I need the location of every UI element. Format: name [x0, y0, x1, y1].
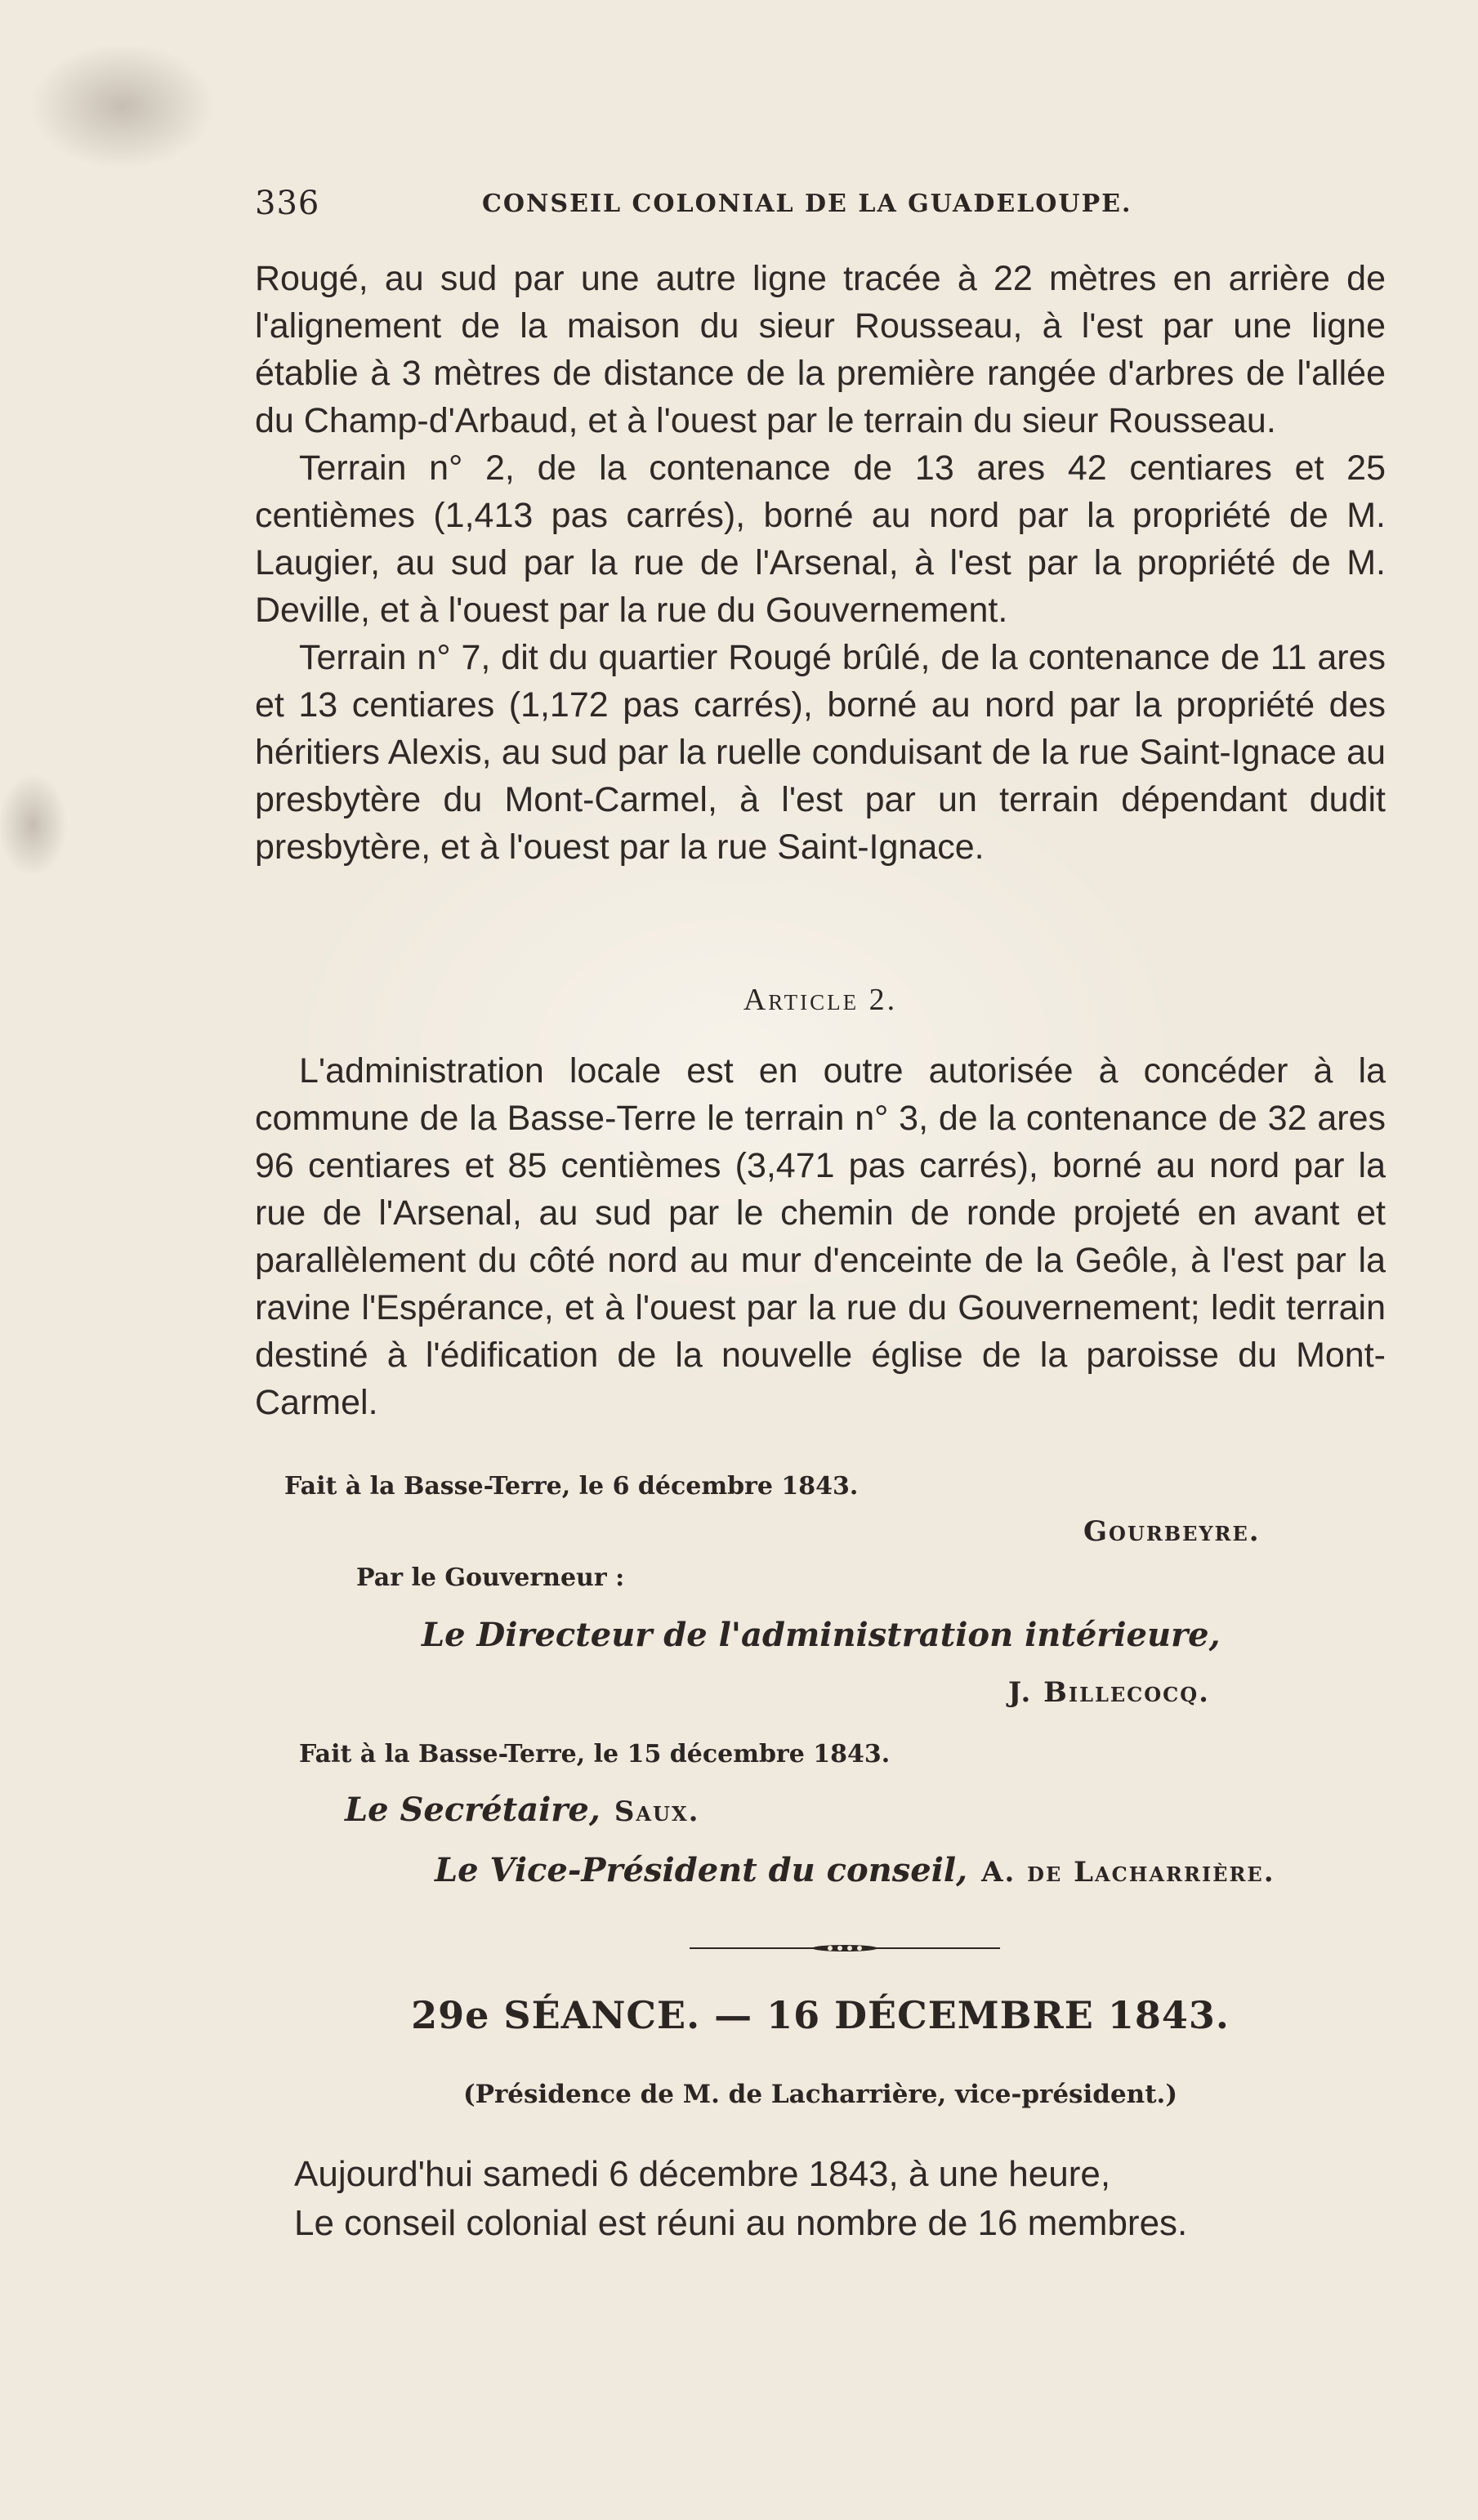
- session-heading: 29e SÉANCE. — 16 DÉCEMBRE 1843.: [411, 1993, 1230, 2037]
- governor-signature: Gourbeyre.: [1083, 1515, 1261, 1548]
- by-governor-line: Par le Gouverneur :: [356, 1563, 625, 1592]
- session-line-1: Aujourd'hui samedi 6 décembre 1843, à une heure,: [294, 2154, 1111, 2194]
- director-title: Le Directeur de l'administration intérieure,: [422, 1616, 1221, 1654]
- secretary-line: [345, 1791, 699, 1829]
- session-opening-text: [294, 2150, 1389, 2248]
- running-title: CONSEIL COLONIAL DE LA GUADELOUPE.: [482, 190, 1132, 218]
- article-paragraph: L'administration locale est en outre autorisée à concéder à la commune de la Basse-Terre le terrain n° 3, de la contenance de 32 ares 96 centiares et 85 centièmes (3,471 pas carrés), borné au nord par la rue de l'Arsenal, au sud par le chemin de ronde projeté en avant et parallèlement du côté nord au mur d'enceinte de la Geôle, à l'est par la ravine l'Espérance, et à l'ouest par la rue du Gouvernement; ledit terrain destiné à l'édification de la nouvelle église de la paroisse du Mont-Carmel.: [255, 1051, 1386, 1422]
- ornamental-divider: [690, 1944, 1000, 1952]
- paragraph-terrain-7: Terrain n° 7, dit du quartier Rougé brûlé, de la contenance de 11 ares et 13 centiares (1,172 pas carrés), borné au nord par la propriété des héritiers Alexis, au sud par la ruelle conduisant de la rue Saint-Ignace au presbytère du Mont-Carmel, à l'est par un terrain dépendant dudit presbytère, et à l'ouest par la rue Saint-Ignace.: [255, 638, 1386, 867]
- page-number: 336: [255, 185, 320, 222]
- done-at-line-2: Fait à la Basse-Terre, le 15 décembre 1843.: [299, 1740, 891, 1768]
- article-heading: Article 2.: [743, 983, 898, 1017]
- vice-president-line: [435, 1851, 1275, 1889]
- done-at-line-1: Fait à la Basse-Terre, le 6 décembre 1843.: [284, 1472, 859, 1501]
- secretary-title: Le Secrétaire,: [345, 1791, 601, 1829]
- presidence-line: (Présidence de M. de Lacharrière, vice-président.): [463, 2080, 1177, 2109]
- vice-president-signature: A. de Lacharrière.: [981, 1856, 1275, 1889]
- session-line-2: Le conseil colonial est réuni au nombre de 16 membres.: [294, 2203, 1188, 2243]
- secretary-signature: Saux.: [614, 1795, 700, 1828]
- paragraph-continuation: Rougé, au sud par une autre ligne tracée à 22 mètres en arrière de l'alignement de la maison du sieur Rousseau, à l'est par une ligne établie à 3 mètres de distance de la première rangée d'arbres de l'allée du Champ-d'Arbaud, et à l'ouest par le terrain du sieur Rousseau.: [255, 259, 1386, 440]
- main-text: [255, 255, 1386, 871]
- paragraph-terrain-2: Terrain n° 2, de la contenance de 13 ares 42 centiares et 25 centièmes (1,413 pas carrés), borné au nord par la propriété de M. Laugier, au sud par la rue de l'Arsenal, à l'est par la propriété de M. Deville, et à l'ouest par la rue du Gouvernement.: [255, 448, 1386, 630]
- director-signature: J. Billecocq.: [1008, 1676, 1210, 1709]
- article-text-block: [255, 1047, 1386, 1426]
- vice-president-title: Le Vice-Président du conseil,: [435, 1851, 968, 1889]
- running-head: [255, 185, 1386, 234]
